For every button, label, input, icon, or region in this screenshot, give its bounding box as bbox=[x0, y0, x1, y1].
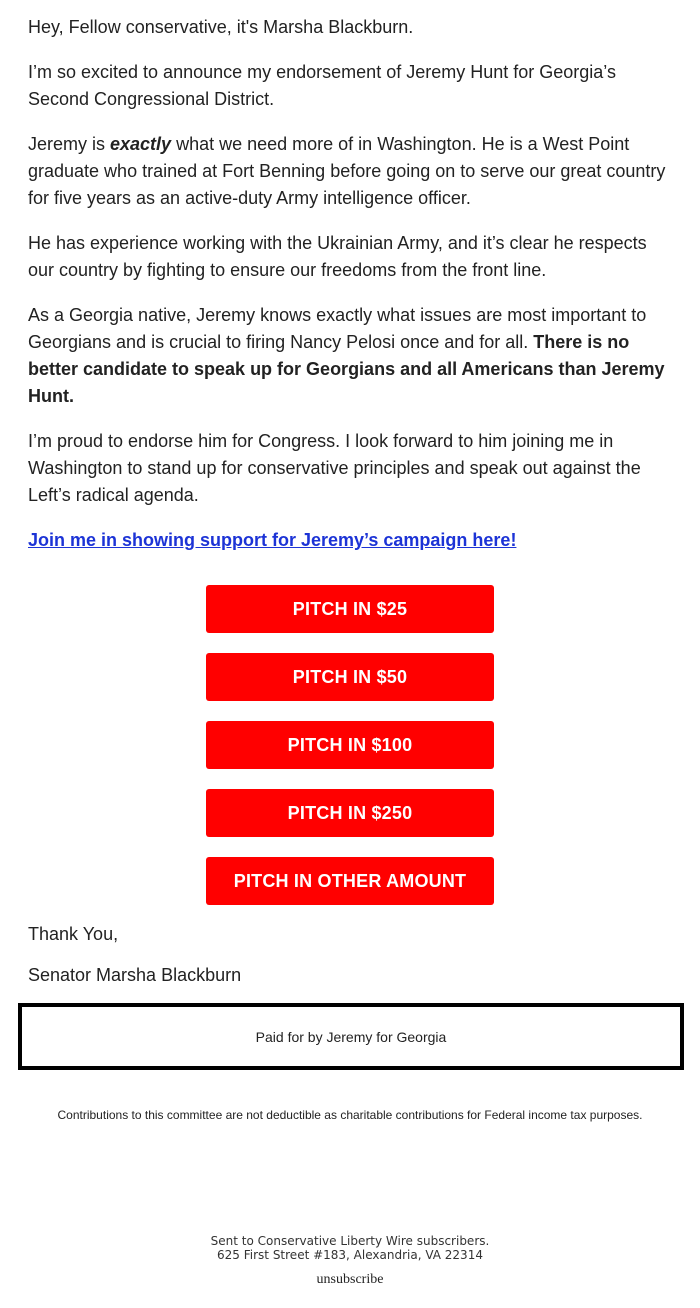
qualifications-text-end: what we need more of in Washington. He is a West Point graduate who trained at Fort Benning before going on to serve our great country for five years as an active-duty Army intelligence officer. bbox=[28, 134, 666, 208]
sent-to-text: Sent to Conservative Liberty Wire subscribers. bbox=[210, 1234, 490, 1248]
emphasis-text: exactly bbox=[110, 134, 172, 154]
native-bold-text: There is no better candidate to speak up for Georgians and all Americans than Jeremy Hunt. bbox=[28, 332, 665, 406]
donation-buttons bbox=[206, 585, 494, 925]
unsubscribe-link[interactable]: unsubscribe bbox=[316, 1272, 384, 1287]
email-body bbox=[28, 14, 672, 554]
footer bbox=[0, 1234, 700, 1262]
signoff bbox=[28, 921, 241, 1003]
pitch-in-other-amount-button[interactable]: PITCH IN OTHER AMOUNT bbox=[206, 857, 494, 905]
mailing-address: 625 First Street #183, Alexandria, VA 22314 bbox=[217, 1248, 483, 1262]
pitch-in-100-button[interactable]: PITCH IN $100 bbox=[206, 721, 494, 769]
experience-paragraph: He has experience working with the Ukrainian Army, and it’s clear he respects our country by fighting to ensure our freedoms from the front line. bbox=[28, 233, 647, 280]
pitch-in-250-button[interactable]: PITCH IN $250 bbox=[206, 789, 494, 837]
tax-disclaimer: Contributions to this committee are not deductible as charitable contributions for Federal income tax purposes. bbox=[57, 1108, 643, 1122]
pitch-in-25-button[interactable]: PITCH IN $25 bbox=[206, 585, 494, 633]
announcement-paragraph: I’m so excited to announce my endorsement of Jeremy Hunt for Georgia’s Second Congressional District. bbox=[28, 62, 616, 109]
pitch-in-50-button[interactable]: PITCH IN $50 bbox=[206, 653, 494, 701]
thank-you-text: Thank You, bbox=[28, 924, 119, 944]
qualifications-text-start: Jeremy is bbox=[28, 134, 111, 154]
greeting-text: Hey, Fellow conservative, it's Marsha Blackburn. bbox=[28, 17, 414, 37]
signature-name: Senator Marsha Blackburn bbox=[28, 965, 242, 985]
native-text: As a Georgia native, Jeremy knows exactly what issues are most important to Georgians and is crucial to firing Nancy Pelosi once and for all. bbox=[28, 305, 647, 352]
campaign-support-link[interactable]: Join me in showing support for Jeremy’s campaign here! bbox=[28, 530, 517, 550]
native-paragraph bbox=[28, 302, 672, 410]
paid-for-box bbox=[18, 1003, 684, 1070]
paid-for-text: Paid for by Jeremy for Georgia bbox=[255, 1028, 447, 1045]
qualifications-paragraph bbox=[28, 131, 672, 212]
endorse-paragraph: I’m proud to endorse him for Congress. I look forward to him joining me in Washington to stand up for conservative principles and speak out against the Left’s radical agenda. bbox=[28, 431, 641, 505]
